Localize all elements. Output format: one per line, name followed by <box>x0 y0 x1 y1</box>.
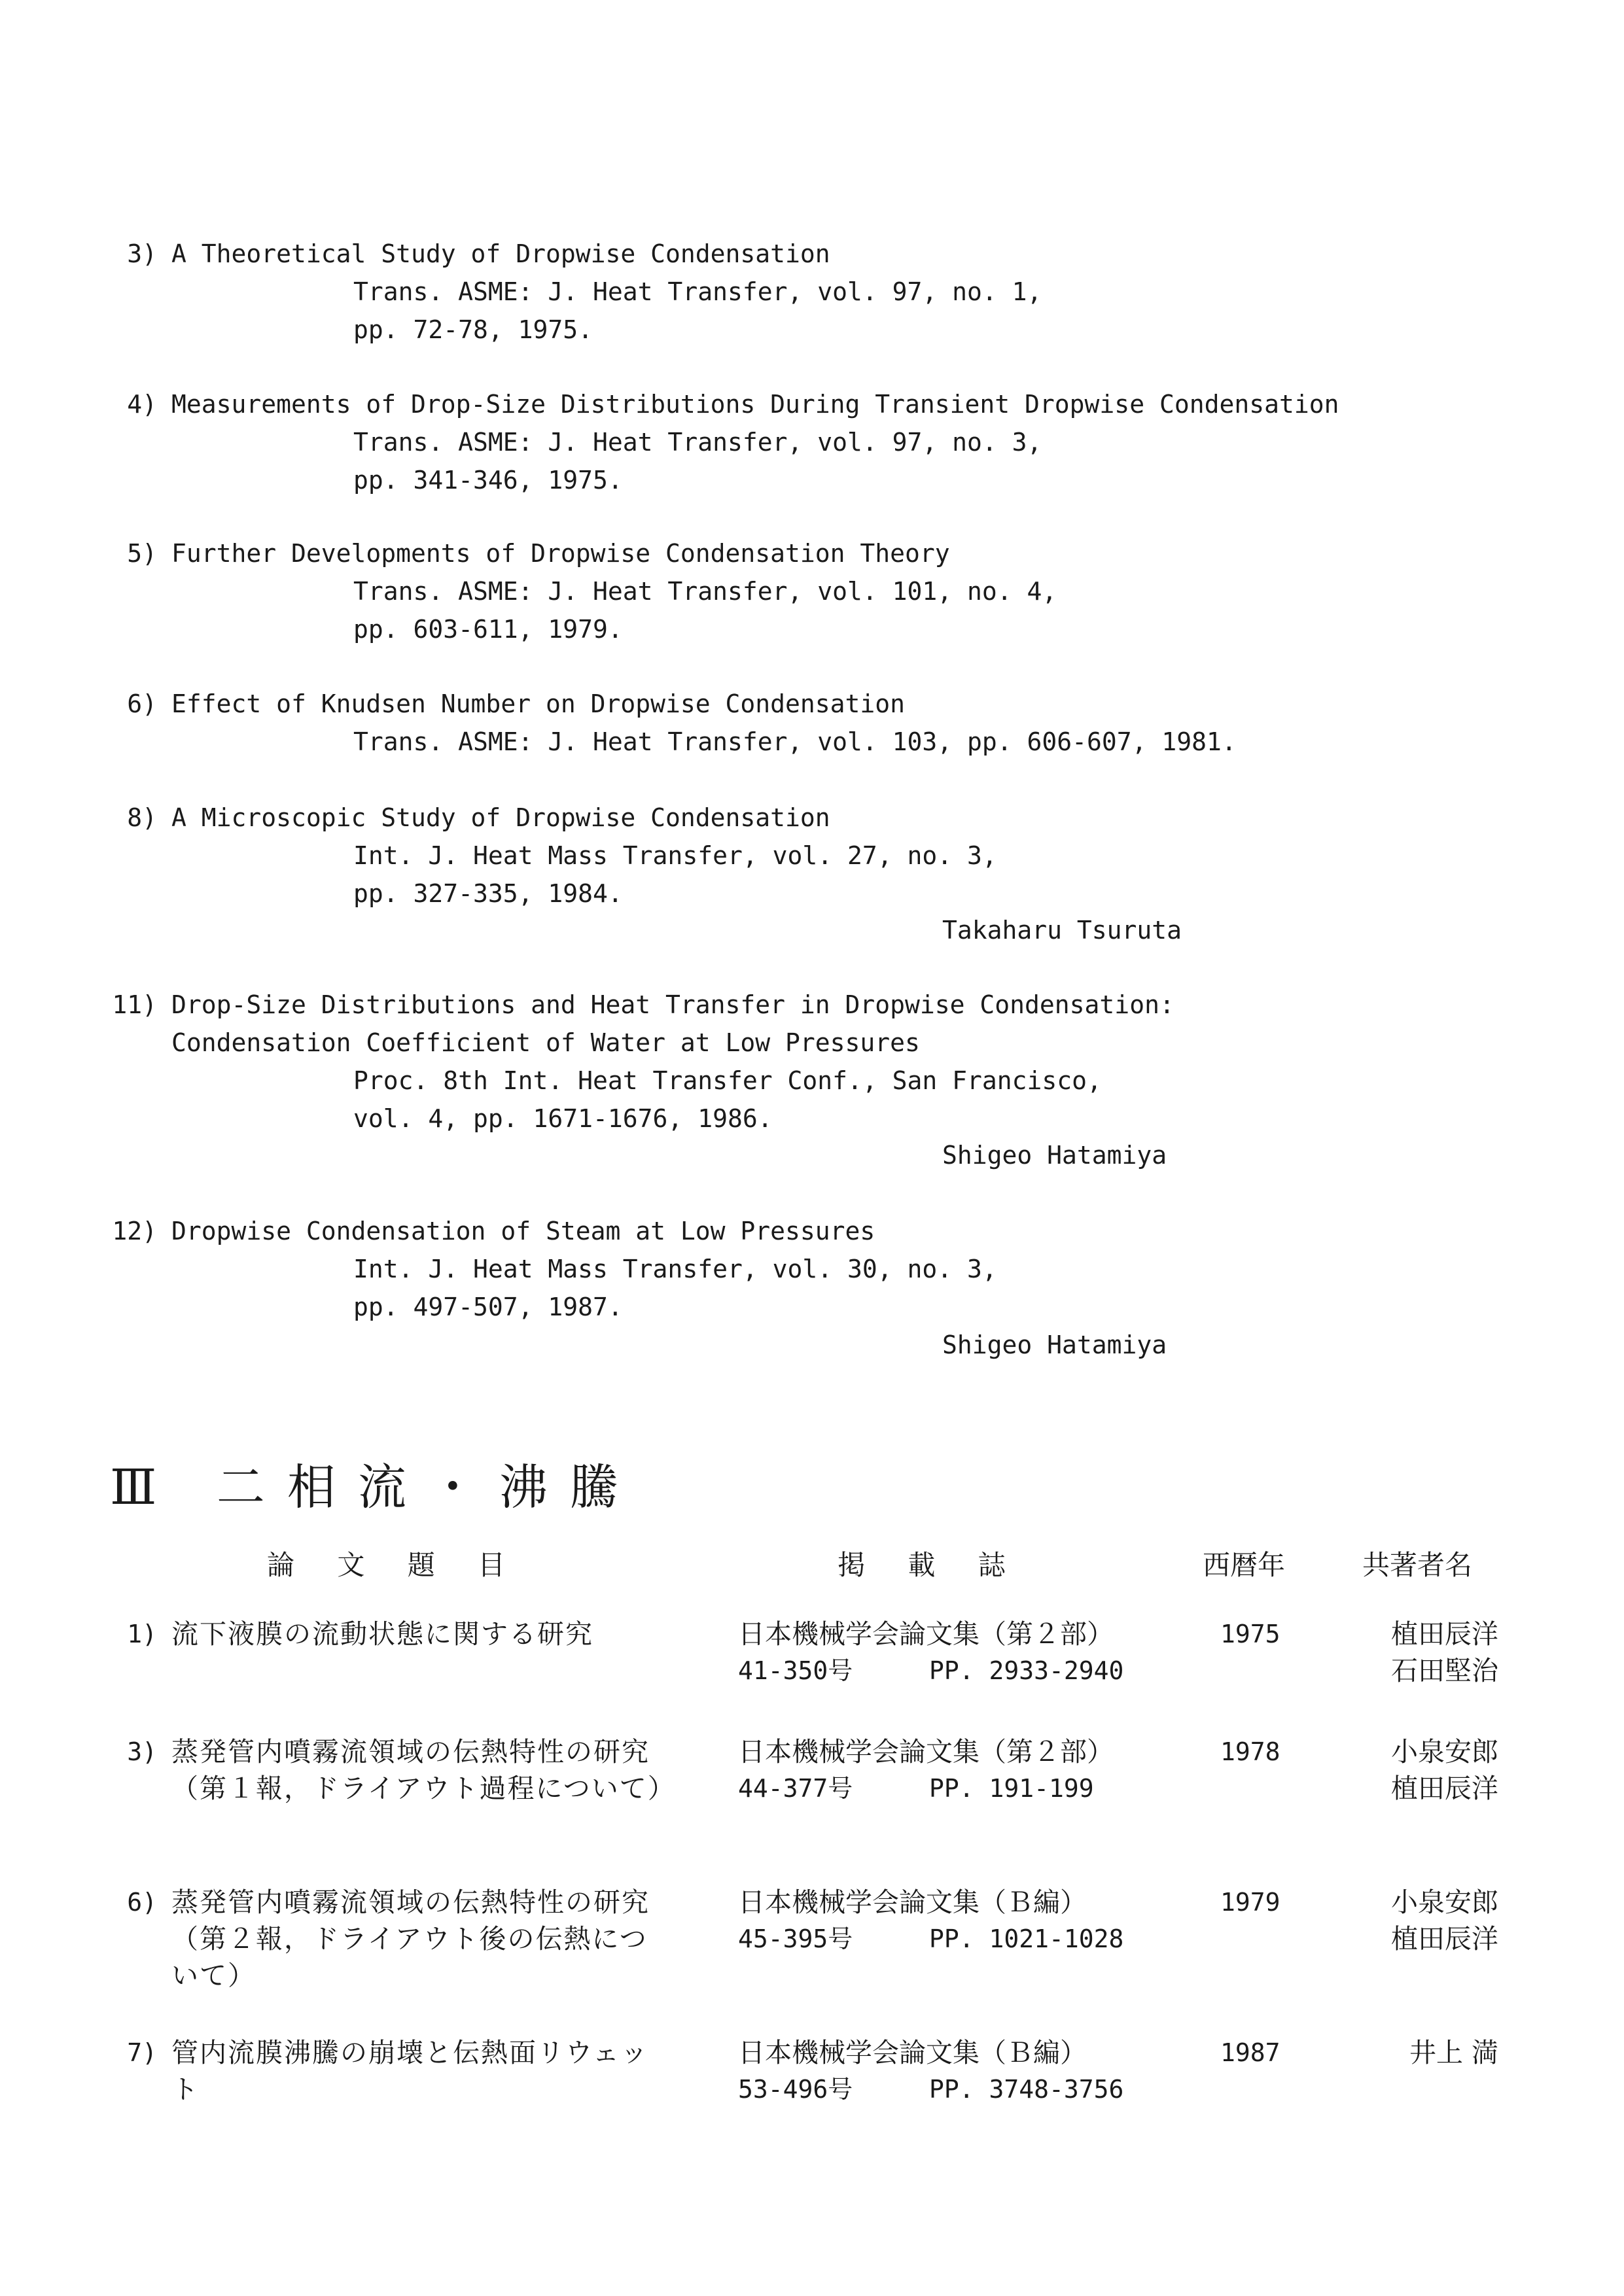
paper-coauthor: 石田堅治 <box>1391 1655 1498 1686</box>
reference-title-continued: Condensation Coefficient of Water at Low Pressures <box>171 1028 920 1057</box>
paper-number: 7) <box>127 2038 157 2067</box>
paper-year: 1975 <box>1220 1620 1280 1648</box>
paper-pages: PP. 1021-1028 <box>929 1924 1124 1953</box>
reference-number: 4) <box>127 390 157 419</box>
paper-journal: 日本機械学会論文集（Ｂ編） <box>738 2037 1087 2068</box>
reference-title: Drop-Size Distributions and Heat Transfer in Dropwise Condensation: <box>171 990 1174 1019</box>
paper-title: 管内流膜沸騰の崩壊と伝熱面リウェット <box>171 2037 649 2105</box>
paper-title: 蒸発管内噴霧流領域の伝熱特性の研究（第２報，ドライアウト後の伝熱について） <box>171 1887 650 1991</box>
paper-coauthor: 小泉安郎 <box>1391 1736 1498 1767</box>
paper-coauthor: 井上 満 <box>1409 2037 1498 2068</box>
paper-year: 1979 <box>1220 1888 1280 1917</box>
paper-coauthor: 植田辰洋 <box>1391 1773 1498 1804</box>
paper-issue: 44-377号 <box>738 1774 853 1803</box>
reference-journal: Trans. ASME: J. Heat Transfer, vol. 103, pp. 606-607, 1981. <box>353 727 1237 756</box>
reference-author: Shigeo Hatamiya <box>942 1141 1167 1170</box>
reference-journal: Trans. ASME: J. Heat Transfer, vol. 101, no. 4, <box>353 577 1057 606</box>
paper-title: 流下液膜の流動状態に関する研究 <box>171 1618 593 1650</box>
reference-author: Shigeo Hatamiya <box>942 1331 1167 1359</box>
header-title: 論 文 題 目 <box>267 1549 523 1581</box>
paper-year: 1987 <box>1220 2038 1280 2067</box>
paper-coauthor: 植田辰洋 <box>1391 1923 1498 1955</box>
reference-journal: Proc. 8th Int. Heat Transfer Conf., San Francisco, <box>353 1066 1102 1095</box>
paper-pages: PP. 2933-2940 <box>929 1656 1124 1685</box>
reference-journal: Int. J. Heat Mass Transfer, vol. 30, no. 3, <box>353 1255 997 1283</box>
reference-pages: pp. 341-346, 1975. <box>353 466 623 495</box>
paper-year: 1978 <box>1220 1737 1280 1766</box>
reference-author: Takaharu Tsuruta <box>942 916 1182 945</box>
header-coauthors: 共著者名 <box>1362 1549 1473 1581</box>
section-heading: Ⅲ 二相流・沸騰 <box>110 1459 641 1516</box>
header-journal: 掲 載 誌 <box>838 1549 1023 1581</box>
reference-number: 3) <box>127 239 157 268</box>
reference-pages: pp. 327-335, 1984. <box>353 879 623 908</box>
reference-number: 5) <box>127 539 157 568</box>
reference-title: A Theoretical Study of Dropwise Condensation <box>171 239 830 268</box>
reference-pages: pp. 603-611, 1979. <box>353 615 623 644</box>
paper-issue: 45-395号 <box>738 1924 853 1953</box>
reference-journal: Trans. ASME: J. Heat Transfer, vol. 97, no. 3, <box>353 428 1042 457</box>
reference-title: Dropwise Condensation of Steam at Low Pressures <box>171 1217 875 1245</box>
paper-issue: 41-350号 <box>738 1656 853 1685</box>
paper-pages: PP. 3748-3756 <box>929 2075 1124 2104</box>
reference-number: 8) <box>127 803 157 832</box>
paper-journal: 日本機械学会論文集（第２部） <box>738 1618 1114 1650</box>
paper-number: 1) <box>127 1620 157 1648</box>
reference-number: 12) <box>112 1217 157 1245</box>
reference-journal: Int. J. Heat Mass Transfer, vol. 27, no. 3, <box>353 841 997 870</box>
reference-title: A Microscopic Study of Dropwise Condensation <box>171 803 830 832</box>
reference-title: Further Developments of Dropwise Condensation Theory <box>171 539 950 568</box>
reference-journal: Trans. ASME: J. Heat Transfer, vol. 97, no. 1, <box>353 277 1042 306</box>
header-year: 西暦年 <box>1203 1549 1286 1581</box>
reference-number: 11) <box>112 990 157 1019</box>
paper-coauthor: 植田辰洋 <box>1391 1618 1498 1650</box>
paper-journal: 日本機械学会論文集（第２部） <box>738 1736 1114 1767</box>
reference-title: Effect of Knudsen Number on Dropwise Condensation <box>171 689 906 718</box>
reference-pages: pp. 497-507, 1987. <box>353 1293 623 1321</box>
reference-pages: pp. 72-78, 1975. <box>353 315 593 344</box>
paper-pages: PP. 191-199 <box>929 1774 1094 1803</box>
paper-title: 蒸発管内噴霧流領域の伝熱特性の研究（第１報，ドライアウト過程について） <box>171 1736 676 1804</box>
reference-number: 6) <box>127 689 157 718</box>
paper-number: 6) <box>127 1888 157 1917</box>
paper-number: 3) <box>127 1737 157 1766</box>
paper-issue: 53-496号 <box>738 2075 853 2104</box>
reference-title: Measurements of Drop-Size Distributions During Transient Dropwise Condensation <box>171 390 1339 419</box>
paper-coauthor: 小泉安郎 <box>1391 1887 1498 1918</box>
reference-pages: vol. 4, pp. 1671-1676, 1986. <box>353 1104 773 1133</box>
paper-journal: 日本機械学会論文集（Ｂ編） <box>738 1887 1087 1918</box>
